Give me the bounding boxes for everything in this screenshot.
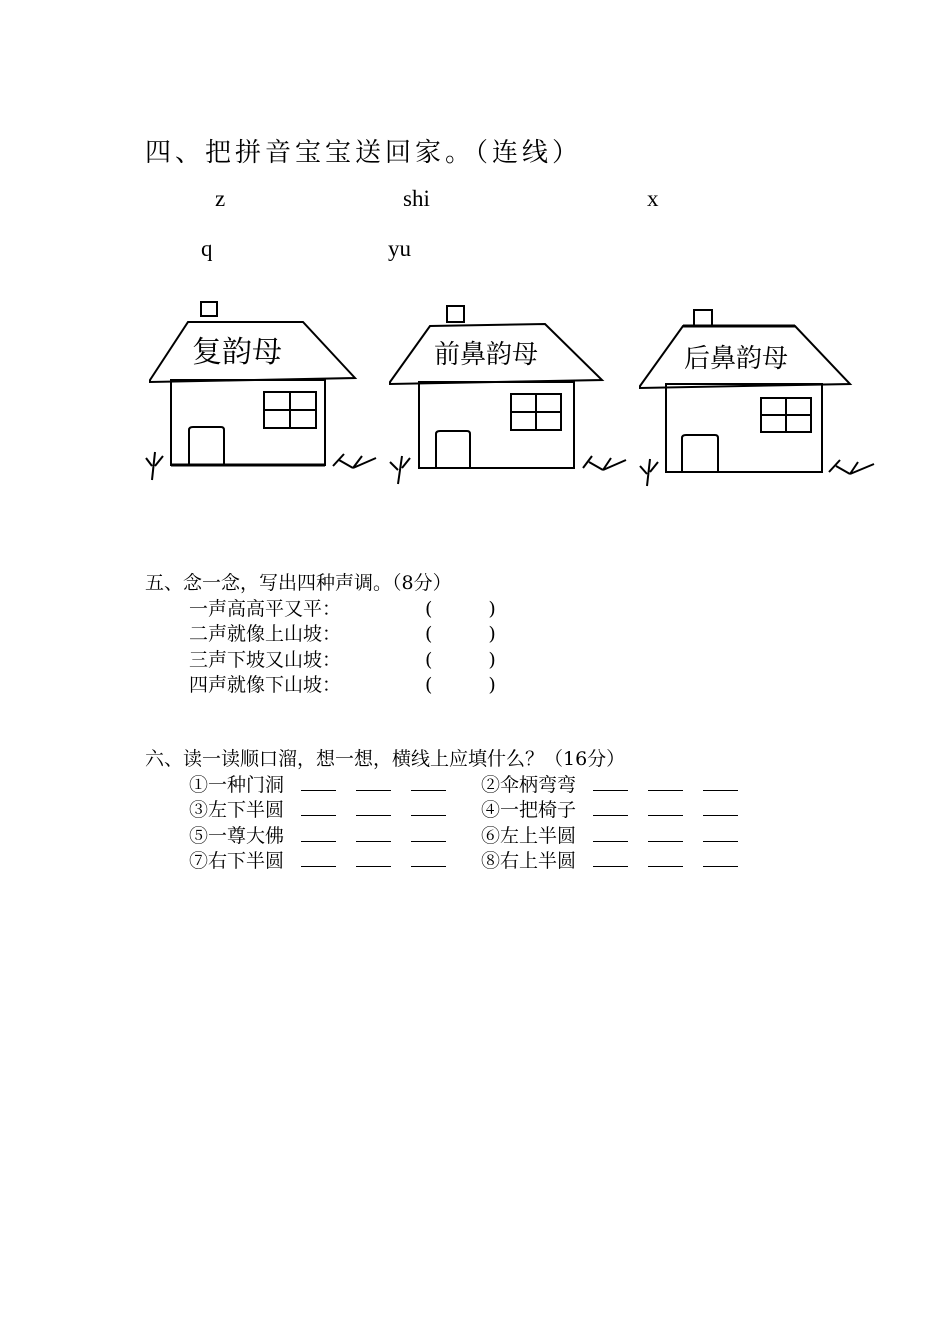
blank[interactable] bbox=[411, 814, 446, 816]
blank[interactable] bbox=[411, 789, 446, 791]
blank[interactable] bbox=[593, 865, 628, 867]
tone-line-1 bbox=[189, 597, 496, 623]
blank[interactable] bbox=[593, 814, 628, 816]
rhyme-row-1 bbox=[189, 773, 758, 799]
paren-open: ( bbox=[425, 597, 433, 620]
blank[interactable] bbox=[356, 865, 391, 867]
house-label-1: 复韵母 bbox=[192, 335, 282, 370]
house-fu-yunmu[interactable] bbox=[146, 302, 376, 480]
rhyme-item-2: ②伞柄弯弯 bbox=[481, 773, 577, 796]
blank[interactable] bbox=[301, 814, 336, 816]
tone-4-label: 四声就像下山坡： bbox=[189, 674, 342, 696]
pinyin-x[interactable]: x bbox=[647, 186, 659, 211]
blank[interactable] bbox=[703, 814, 738, 816]
rhyme-item-5: ⑤一尊大佛 bbox=[189, 824, 285, 847]
blank[interactable] bbox=[593, 789, 628, 791]
paren-open: ( bbox=[425, 623, 433, 645]
house-label-2: 前鼻韵母 bbox=[434, 340, 539, 370]
section6-title: 六、读一读顺口溜，想一想，横线上应填什么？（16分） bbox=[145, 748, 626, 770]
section5-title: 五、念一念，写出四种声调。（8分） bbox=[145, 572, 452, 594]
blank[interactable] bbox=[411, 840, 446, 842]
blank[interactable] bbox=[648, 865, 683, 867]
tone-3-label: 三声下坡又山坡： bbox=[189, 648, 342, 671]
blank[interactable] bbox=[703, 865, 738, 867]
blank[interactable] bbox=[411, 865, 446, 867]
rhyme-item-3: ③左下半圆 bbox=[189, 799, 285, 821]
section4-title: 四、把拼音宝宝送回家。（连线） bbox=[145, 138, 583, 168]
tone-2-label: 二声就像上山坡： bbox=[189, 623, 342, 645]
tone-1-label: 一声高高平又平： bbox=[189, 597, 342, 620]
rhyme-row-4 bbox=[189, 849, 758, 875]
paren-close: ) bbox=[488, 623, 496, 645]
blank[interactable] bbox=[301, 789, 336, 791]
section6 bbox=[145, 747, 758, 875]
blank[interactable] bbox=[648, 840, 683, 842]
rhyme-item-7: ⑦右下半圆 bbox=[189, 850, 285, 872]
paren-close: ) bbox=[488, 674, 496, 696]
pinyin-q[interactable]: q bbox=[201, 236, 213, 261]
pinyin-shi[interactable]: shi bbox=[403, 186, 430, 211]
blank[interactable] bbox=[356, 840, 391, 842]
rhyme-item-6: ⑥左上半圆 bbox=[481, 824, 577, 847]
pinyin-z[interactable]: z bbox=[215, 186, 226, 211]
rhyme-item-4: ④一把椅子 bbox=[481, 799, 577, 821]
rhyme-item-8: ⑧右上半圆 bbox=[481, 850, 577, 872]
blank[interactable] bbox=[648, 814, 683, 816]
rhyme-row-2 bbox=[189, 798, 758, 824]
house-label-3: 后鼻韵母 bbox=[684, 344, 789, 374]
tone-line-3 bbox=[189, 648, 496, 674]
blank[interactable] bbox=[593, 840, 628, 842]
pinyin-yu[interactable]: yu bbox=[388, 236, 411, 261]
blank[interactable] bbox=[648, 789, 683, 791]
paren-open: ( bbox=[425, 674, 433, 696]
rhyme-row-3 bbox=[189, 824, 758, 850]
paren-close: ) bbox=[488, 597, 496, 620]
house-qian-bi-yunmu[interactable] bbox=[390, 306, 626, 484]
section5 bbox=[145, 571, 496, 699]
blank[interactable] bbox=[703, 840, 738, 842]
paren-close: ) bbox=[488, 648, 496, 671]
blank[interactable] bbox=[356, 789, 391, 791]
paren-open: ( bbox=[425, 648, 433, 671]
blank[interactable] bbox=[356, 814, 391, 816]
blank[interactable] bbox=[703, 789, 738, 791]
houses-illustration bbox=[140, 296, 880, 492]
house-hou-bi-yunmu[interactable] bbox=[640, 310, 874, 486]
rhyme-item-1: ①一种门洞 bbox=[189, 773, 285, 796]
tone-line-2 bbox=[189, 622, 496, 648]
blank[interactable] bbox=[301, 840, 336, 842]
blank[interactable] bbox=[301, 865, 336, 867]
tone-line-4 bbox=[189, 673, 496, 699]
